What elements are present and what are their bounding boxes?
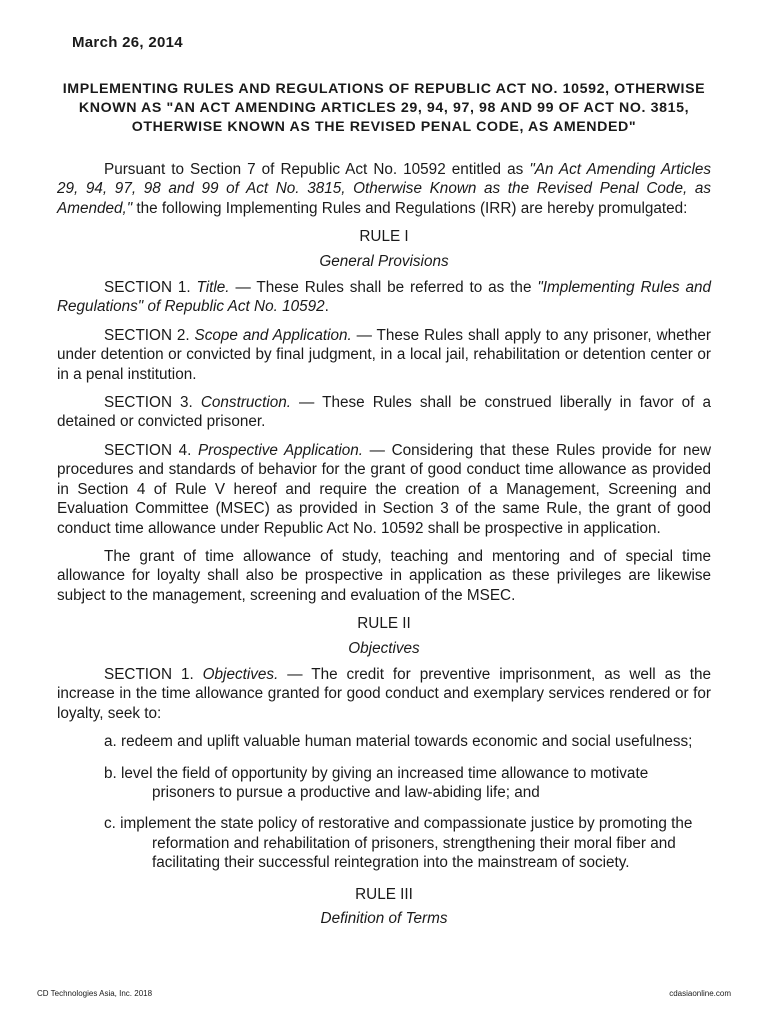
intro-text: Pursuant to Section 7 of Republic Act No. 10592 entitled as	[104, 161, 530, 178]
section-paragraph	[57, 441, 711, 538]
rule-heading: RULE II	[357, 615, 411, 633]
section-label: SECTION 1.	[104, 665, 203, 683]
section-paragraph	[57, 278, 711, 317]
list-item: a. redeem and uplift valuable human material towards economic and social usefulness;	[104, 733, 693, 751]
rule-heading: RULE I	[359, 228, 409, 246]
intro-paragraph	[57, 160, 711, 218]
section-text: — These Rules shall be referred to as the	[229, 279, 538, 297]
footer-website: cdasiaonline.com	[669, 989, 731, 998]
rule-subheading: General Provisions	[319, 252, 449, 270]
rule-subheading: Definition of Terms	[320, 910, 448, 927]
document-title: IMPLEMENTING RULES AND REGULATIONS OF REPUBLIC ACT NO. 10592, OTHERWISE KNOWN AS "AN ACT AMENDING ARTICLES 29, 94, 97, 98 AND 99 OF ACT NO. 3815, OTHERWISE KNOWN AS THE REVISED PENAL CODE, AS AMENDED"	[62, 81, 706, 135]
section-paragraph	[57, 326, 711, 384]
intro-text-end: the following Implementing Rules and Regulations (IRR) are hereby promulgated:	[132, 199, 688, 217]
document-date: March 26, 2014	[72, 34, 183, 51]
section-italic: "Implementing Rules and Regulations" of Republic Act No. 10592	[57, 279, 712, 316]
section-paragraph	[57, 665, 711, 723]
section-text-end: .	[324, 298, 329, 316]
section-title: Prospective Application.	[197, 441, 364, 459]
footer-publisher: CD Technologies Asia, Inc. 2018	[37, 989, 153, 998]
list-item: c. implement the state policy of restorative and compassionate justice by promoting the reformation and rehabilitation of prisoners, strengthening their moral fiber and facilitating their successful reintegration into the mainstream of society.	[104, 815, 693, 872]
section-label: SECTION 2.	[104, 326, 195, 344]
body-paragraph: The grant of time allowance of study, teaching and mentoring and of special time allowance for loyalty shall also be prospective in application as these privileges are likewise subject to the management, screening and evaluation of the MSEC.	[57, 547, 711, 604]
document-body	[57, 160, 711, 935]
rule-heading: RULE III	[355, 885, 413, 903]
list-item: b. level the field of opportunity by giving an increased time allowance to motivate prisoners to pursue a productive and law-abiding life; and	[104, 764, 649, 801]
section-title: Construction.	[200, 394, 291, 412]
rule-subheading: Objectives	[348, 639, 420, 657]
section-label: SECTION 3.	[104, 394, 201, 412]
section-text: — Considering that these Rules provide for new procedures and standards of behavior for the grant of good conduct time allowance as provided in Section 4 of Rule V hereof and require the creation of a Management, Screening and Evaluation Committee (MSEC) as provided in Section 3 of the same Rule, the grant of good conduct time allowance under Republic Act No. 10592 shall be prospective in application.	[57, 441, 712, 537]
section-text: — The credit for preventive imprisonment, as well as the increase in the time allowance granted for good conduct and exemplary services rendered or for loyalty, seek to:	[57, 665, 712, 722]
section-paragraph	[57, 393, 711, 432]
section-label: SECTION 4.	[104, 441, 198, 459]
section-title: Title.	[196, 279, 230, 297]
section-label: SECTION 1.	[104, 279, 197, 297]
section-title: Scope and Application.	[194, 326, 352, 344]
section-title: Objectives.	[202, 665, 279, 683]
section-text: — These Rules shall be construed liberally in favor of a detained or convicted prisoner.	[57, 394, 711, 431]
section-text: — These Rules shall apply to any prisoner, whether under detention or convicted by final judgment, in a local jail, rehabilitation or detention center or in a penal institution.	[57, 326, 711, 383]
act-title-italic: "An Act Amending Articles 29, 94, 97, 98 and 99 of Act No. 3815, Otherwise Known as the Revised Penal Code, as Amended,"	[57, 161, 711, 217]
